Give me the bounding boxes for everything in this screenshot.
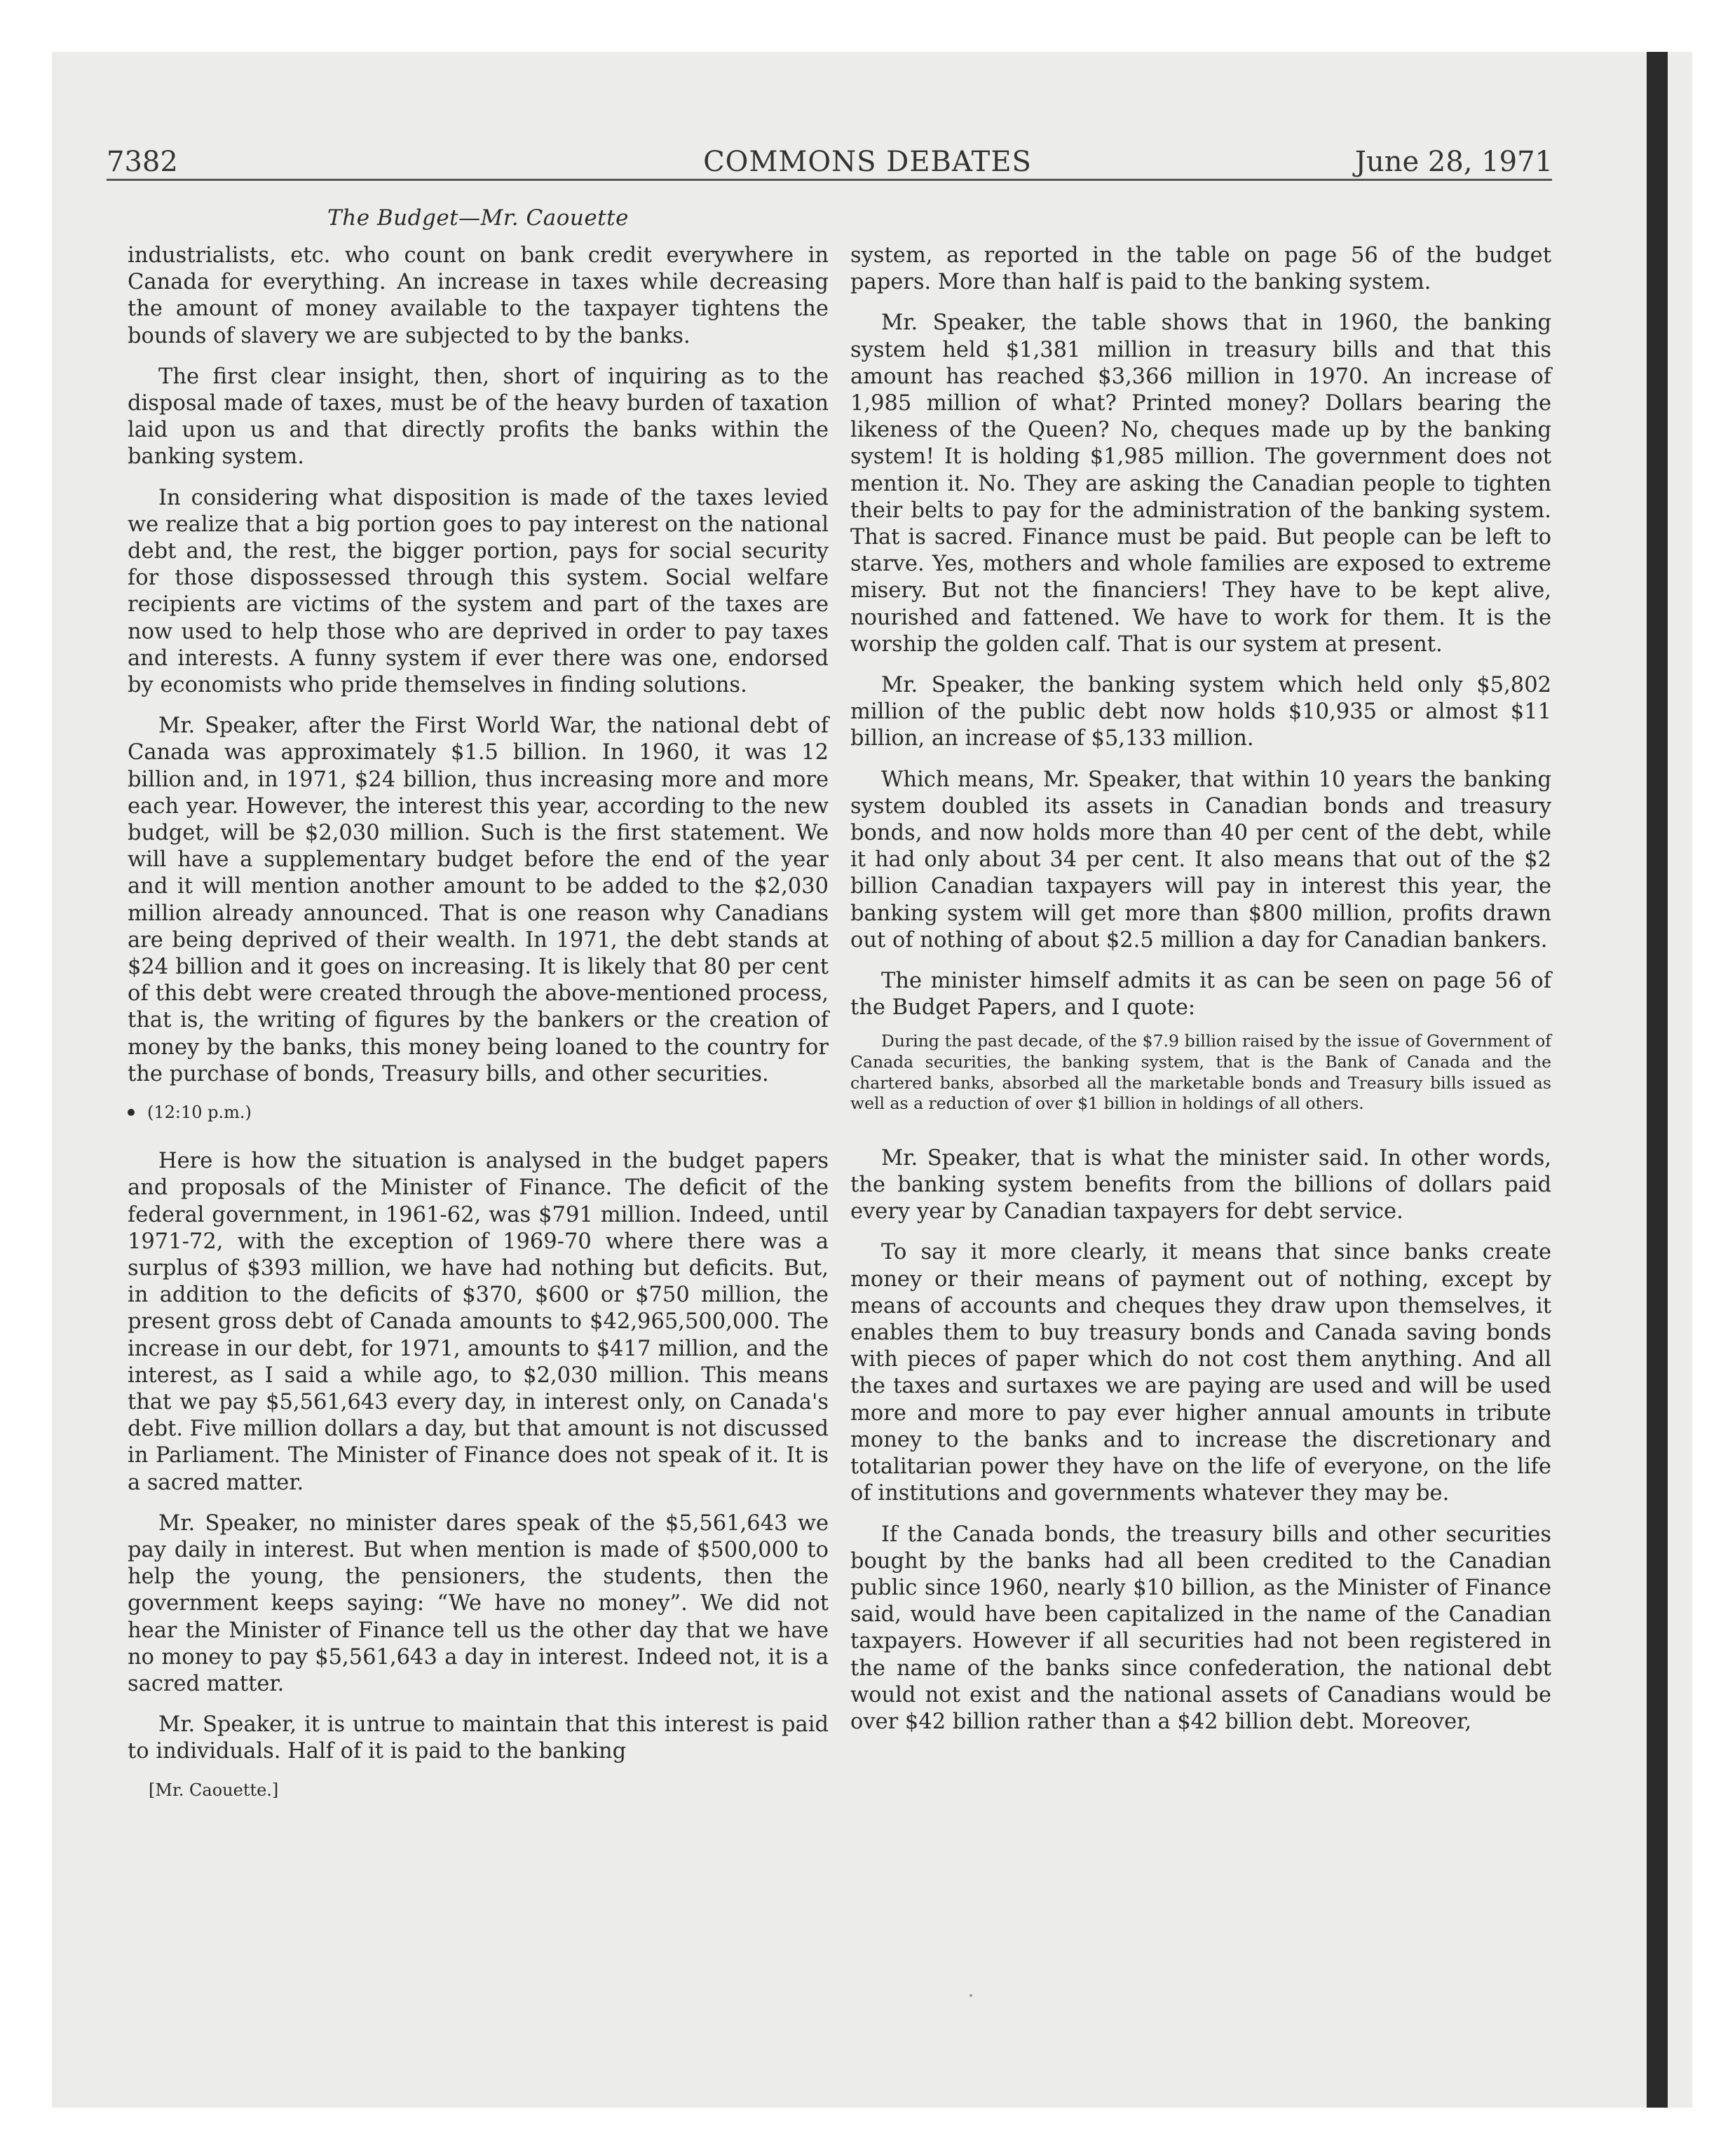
paragraph: system, as reported in the table on page 56 of the budget papers. More than half is paid to the banking system. (850, 243, 1551, 295)
time-mark (128, 1102, 829, 1123)
paragraph: To say it more clearly, it means that since banks create money or their means of payment out of nothing, except by means of accounts and cheques they draw upon themselves, it enables them to buy treasury bonds and Canada saving bonds with pieces of paper which do not cost them anything. And all the taxes and surtaxes we are paying are used and will be used more and more to pay ever higher annual amounts in tribute money to the banks and to increase the discretionary and totalitarian power they have on the life of everyone, on the life of institutions and governments whatever they may be. (850, 1240, 1551, 1506)
paragraph: Mr. Speaker, the banking system which held only $5,802 million of the public debt now holds $10,935 or almost $11 billion, an increase of $5,133 million. (850, 673, 1551, 751)
left-column (128, 205, 829, 1801)
right-column (850, 243, 1551, 1749)
time-mark-text: (12:10 p.m.) (147, 1103, 252, 1123)
page-number: 7382 (107, 146, 178, 178)
header-rule (107, 179, 1552, 181)
paragraph: Mr. Speaker, that is what the minister said. In other words, the banking system benefits from the billions of dollars paid every year by Canadian taxpayers for debt service. (850, 1145, 1551, 1224)
paragraph: The first clear insight, then, short of inquiring as to the disposal made of taxes, must be of the heavy burden of taxation laid upon us and that directly profits the banks within the banking system. (128, 364, 829, 470)
paragraph: Mr. Speaker, no minister dares speak of the $5,561,643 we pay daily in interest. But when mention is made of $500,000 to help the young, the pensioners, the students, then the government keeps saying: “We have no money”. We did not hear the Minister of Finance tell us the other day that we have no money to pay $5,561,643 a day in interest. Indeed not, it is a sacred matter. (128, 1510, 829, 1696)
paragraph: In considering what disposition is made of the taxes levied we realize that a big portion goes to pay interest on the national debt and, the rest, the bigger portion, pays for social security for those dispossessed through this system. Social welfare recipients are victims of the system and part of the taxes are now used to help those who are deprived in order to pay taxes and interests. A funny system if ever there was one, endorsed by economists who pride themselves in finding solutions. (128, 485, 829, 698)
paragraph: Mr. Speaker, the table shows that in 1960, the banking system held $1,381 million in treasury bills and that this amount has reached $3,366 million in 1970. An increase of 1,985 million of what? Printed money? Dollars bearing the likeness of the Queen? No, cheques made up by the banking system! It is holding $1,985 million. The government does not mention it. No. They are asking the Canadian people to tighten their belts to pay for the administration of the banking system. That is sacred. Finance must be paid. But people can be left to starve. Yes, mothers and whole families are exposed to extreme misery. But not the financiers! They have to be kept alive, nourished and fattened. We have to work for them. It is the worship the golden calf. That is our system at present. (850, 311, 1551, 657)
block-quote: During the past decade, of the $7.9 billion raised by the issue of Government of Canada securities, the banking system, that is the Bank of Canada and the chartered banks, absorbed all the marketable bonds and Treasury bills issued as well as a reduction of over $1 billion in holdings of all others. (850, 1031, 1551, 1114)
running-title: COMMONS DEBATES (703, 146, 1032, 178)
header-date: June 28, 1971 (1354, 146, 1553, 178)
paragraph: Mr. Speaker, it is untrue to maintain that this interest is paid to individuals. Half of it is paid to the banking (128, 1712, 829, 1764)
scan-speck (969, 1994, 972, 1997)
bullet-icon (128, 1109, 135, 1116)
paragraph: Here is how the situation is analysed in the budget papers and proposals of the Minister of Finance. The deficit of the federal government, in 1961-62, was $791 million. Indeed, until 1971-72, with the exception of 1969-70 where there was a surplus of $393 million, we have had nothing but deficits. But, in addition to the deficits of $370, $600 or $750 million, the present gross debt of Canada amounts to $42,965,500,000. The increase in our debt, for 1971, amounts to $417 million, and the interest, as I said a while ago, to $2,030 million. This means that we pay $5,561,643 every day, in interest only, on Canada's debt. Five million dollars a day, but that amount is not discussed in Parliament. The Minister of Finance does not speak of it. It is a sacred matter. (128, 1149, 829, 1495)
paragraph: If the Canada bonds, the treasury bills and other securities bought by the banks had all been credited to the Canadian public since 1960, nearly $10 billion, as the Minister of Finance said, would have been capitalized in the name of the Canadian taxpayers. However if all securities had not been registered in the name of the banks since confederation, the national debt would not exist and the national assets of Canadians would be over $42 billion rather than a $42 billion debt. Moreover, (850, 1522, 1551, 1734)
section-subhead: The Budget—Mr. Caouette (327, 205, 629, 231)
paragraph: The minister himself admits it as can be seen on page 56 of the Budget Papers, and I quote: (850, 969, 1551, 1021)
speaker-tag: [Mr. Caouette.] (149, 1780, 279, 1800)
paragraph: industrialists, etc. who count on bank credit everywhere in Canada for everything. An increase in taxes while decreasing the amount of money available to the taxpayer tightens the bounds of slavery we are subjected to by the banks. (128, 243, 829, 348)
scan-edge-bar (1647, 52, 1668, 2108)
paragraph: Which means, Mr. Speaker, that within 10 years the banking system doubled its assets in Canadian bonds and treasury bonds, and now holds more than 40 per cent of the debt, while it had only about 34 per cent. It also means that out of the $2 billion Canadian taxpayers will pay in interest this year, the banking system will get more than $800 million, profits drawn out of nothing of about $2.5 million a day for Canadian bankers. (850, 767, 1551, 953)
paragraph: Mr. Speaker, after the First World War, the national debt of Canada was approximately $1.5 billion. In 1960, it was 12 billion and, in 1971, $24 billion, thus increasing more and more each year. However, the interest this year, according to the new budget, will be $2,030 million. Such is the first statement. We will have a supplementary budget before the end of the year and it will mention another amount to be added to the $2,030 million already announced. That is one reason why Canadians are being deprived of their wealth. In 1971, the debt stands at $24 billion and it goes on increasing. It is likely that 80 per cent of this debt were created through the above-mentioned process, that is, the writing of figures by the bankers or the creation of money by the banks, this money being loaned to the country for the purchase of bonds, Treasury bills, and other securities. (128, 714, 829, 1086)
